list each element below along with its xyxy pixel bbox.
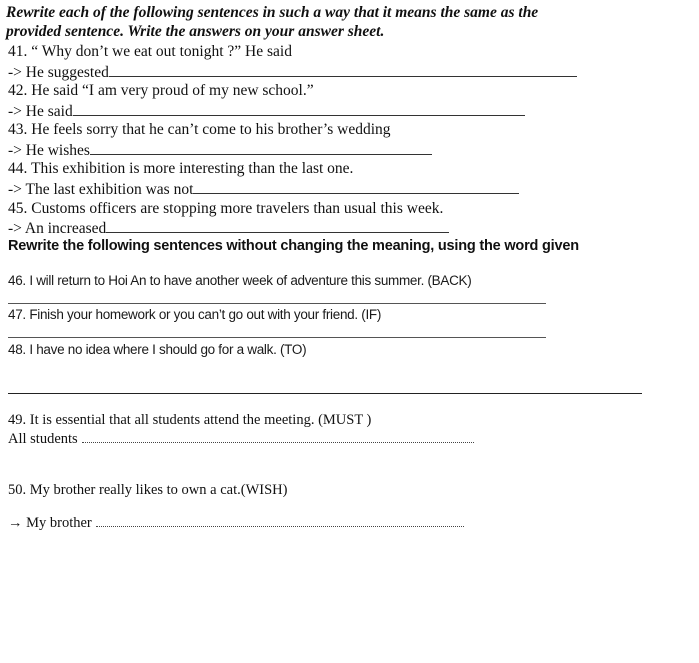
answer-prompt: -> He suggested: [8, 64, 109, 81]
question-number: 41.: [8, 43, 28, 60]
answer-prompt: -> An increased: [8, 220, 107, 237]
answer-dotted-line[interactable]: [96, 514, 464, 527]
question-number: 45.: [8, 200, 28, 217]
question-45: [8, 199, 443, 218]
instructions-line-2: provided sentence. Write the answers on your answer sheet.: [6, 23, 385, 40]
answer-45[interactable]: [8, 218, 449, 238]
answer-line[interactable]: [109, 62, 577, 77]
question-50: 50. My brother really likes to own a cat.(WISH): [8, 482, 288, 498]
question-sentence: “ Why don’t we eat out tonight ?” He said: [31, 43, 292, 60]
answer-line-46[interactable]: [8, 303, 546, 304]
question-sentence: This exhibition is more interesting than the last one.: [30, 160, 354, 177]
answer-line[interactable]: [106, 218, 449, 233]
answer-line[interactable]: [73, 101, 525, 116]
answer-41[interactable]: [8, 62, 577, 82]
answer-line[interactable]: [90, 140, 432, 155]
answer-50[interactable]: [8, 514, 464, 532]
question-47: 47. Finish your homework or you can’t go out with your friend. (IF): [8, 307, 382, 322]
question-sentence: Customs officers are stopping more travelers than usual this week.: [31, 200, 444, 217]
answer-line[interactable]: [193, 179, 519, 194]
answer-line-47[interactable]: [8, 337, 546, 338]
answer-42[interactable]: [8, 101, 525, 121]
part2-heading: Rewrite the following sentences without changing the meaning, using the word given: [8, 238, 579, 254]
answer-prompt: → My brother: [8, 515, 92, 531]
answer-49[interactable]: [8, 430, 474, 448]
question-42: [8, 81, 314, 100]
instructions-line-1: Rewrite each of the following sentences in such a way that it means the same as the: [6, 4, 539, 21]
question-number: 43.: [8, 121, 28, 138]
answer-prompt: -> He wishes: [8, 142, 90, 159]
question-49: 49. It is essential that all students attend the meeting. (MUST ): [8, 412, 372, 428]
answer-dotted-line[interactable]: [82, 430, 474, 443]
answer-prompt: -> The last exhibition was not: [8, 181, 194, 198]
question-43: [8, 120, 391, 139]
answer-44[interactable]: [8, 179, 519, 199]
question-sentence: He said “I am very proud of my new school.”: [31, 82, 314, 99]
question-41: [8, 42, 292, 61]
answer-43[interactable]: [8, 140, 432, 160]
question-44: [8, 159, 353, 178]
question-48: 48. I have no idea where I should go for a walk. (TO): [8, 342, 307, 357]
question-46: 46. I will return to Hoi An to have another week of adventure this summer. (BACK): [8, 273, 472, 288]
question-sentence: He feels sorry that he can’t come to his brother’s wedding: [31, 121, 391, 138]
question-number: 44.: [8, 160, 28, 177]
answer-line-48[interactable]: [8, 393, 642, 394]
question-number: 42.: [8, 82, 28, 99]
answer-prompt: -> He said: [8, 103, 73, 120]
answer-prompt: All students: [8, 431, 78, 447]
